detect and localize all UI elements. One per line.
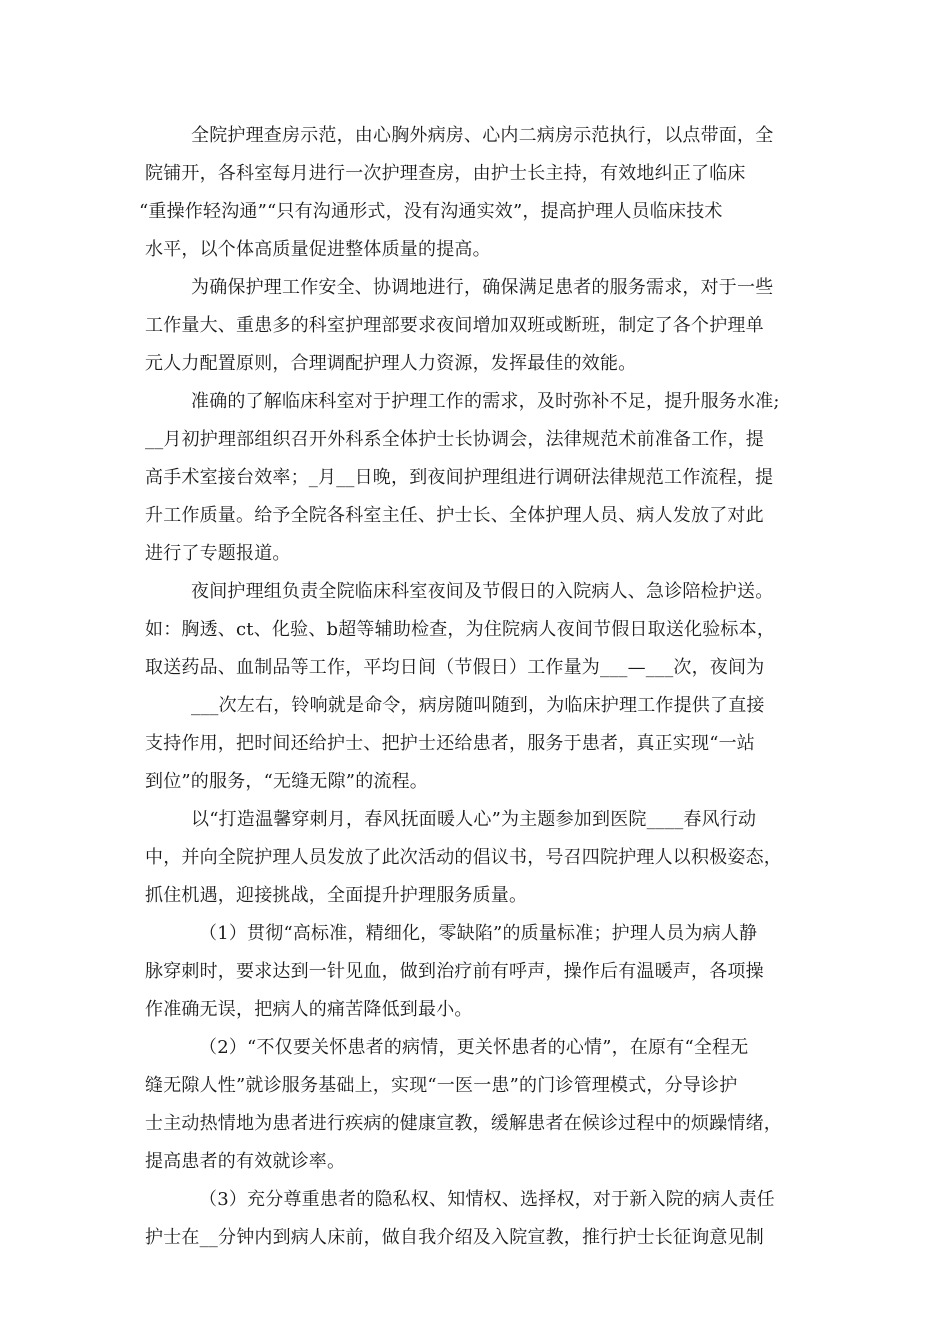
text-line: 进行了专题报道。 (145, 543, 291, 564)
text-line: （1）贯彻“高标准，精细化，零缺陷”的质量标准；护理人员为病人静 (199, 923, 758, 944)
text-line: 水平，以个体高质量促进整体质量的提高。 (145, 239, 491, 260)
text-line: 以“打造温馨穿刺月，春风抚面暖人心”为主题参加到医院____春风行动 (191, 809, 757, 830)
text-line: 抓住机遇，迎接挑战，全面提升护理服务质量。 (145, 885, 528, 906)
text-line: 中，并向全院护理人员发放了此次活动的倡议书，号召四院护理人以积极姿态， (145, 847, 782, 868)
text-line: 高手术室接台效率；_月__日晚，到夜间护理组进行调研法律规范工作流程，提 (145, 467, 774, 488)
text-line: “重操作轻沟通”“只有沟通形式，没有沟通实效”，提高护理人员临床技术 (139, 201, 723, 222)
text-line: __月初护理部组织召开外科系全体护士长协调会，法律规范术前准备工作，提 (145, 429, 764, 450)
text-line: 护士在__分钟内到病人床前，做自我介绍及入院宣教，推行护士长征询意见制 (145, 1227, 764, 1248)
text-line: （3）充分尊重患者的隐私权、知情权、选择权，对于新入院的病人责任 (199, 1189, 775, 1210)
text-line: 士主动热情地为患者进行疾病的健康宣教，缓解患者在候诊过程中的烦躁情绪， (145, 1113, 782, 1134)
text-line: 支持作用，把时间还给护士、把护士还给患者，服务于患者，真正实现“一站 (145, 733, 755, 754)
text-line: 工作量大、重患多的科室护理部要求夜间增加双班或断班，制定了各个护理单 (145, 315, 764, 336)
text-line: 到位”的服务，“无缝无隙”的流程。 (145, 771, 429, 792)
text-line: 升工作质量。给予全院各科室主任、护士长、全体护理人员、病人发放了对此 (145, 505, 764, 526)
text-line: 元人力配置原则，合理调配护理人力资源，发挥最佳的效能。 (145, 353, 637, 374)
text-line: 提高患者的有效就诊率。 (145, 1151, 346, 1172)
text-line: 作准确无误，把病人的痛苦降低到最小。 (145, 999, 473, 1020)
text-line: 如：胸透、ct、化验、b超等辅助检查，为住院病人夜间节假日取送化验标本， (145, 619, 776, 640)
text-line: ___次左右，铃响就是命令，病房随叫随到，为临床护理工作提供了直接 (191, 695, 765, 716)
text-line: （2）“不仅要关怀患者的病情，更关怀患者的心情”，在原有“全程无 (199, 1037, 749, 1058)
text-line: 夜间护理组负责全院临床科室夜间及节假日的入院病人、急诊陪检护送。 (191, 581, 774, 602)
text-line: 全院护理查房示范，由心胸外病房、心内二病房示范执行，以点带面，全 (191, 125, 774, 146)
text-line: 准确的了解临床科室对于护理工作的需求，及时弥补不足，提升服务水准; (191, 391, 780, 412)
text-line: 院铺开，各科室每月进行一次护理查房，由护士长主持，有效地纠正了临床 (145, 163, 746, 184)
text-line: 缝无隙人性”就诊服务基础上，实现“一医一患”的门诊管理模式，分导诊护 (145, 1075, 738, 1096)
text-line: 取送药品、血制品等工作，平均日间（节假日）工作量为___—___次，夜间为 (145, 657, 765, 678)
text-line: 为确保护理工作安全、协调地进行，确保满足患者的服务需求，对于一些 (191, 277, 774, 298)
text-line: 脉穿刺时，要求达到一针见血，做到治疗前有呼声，操作后有温暖声，各项操 (145, 961, 764, 982)
